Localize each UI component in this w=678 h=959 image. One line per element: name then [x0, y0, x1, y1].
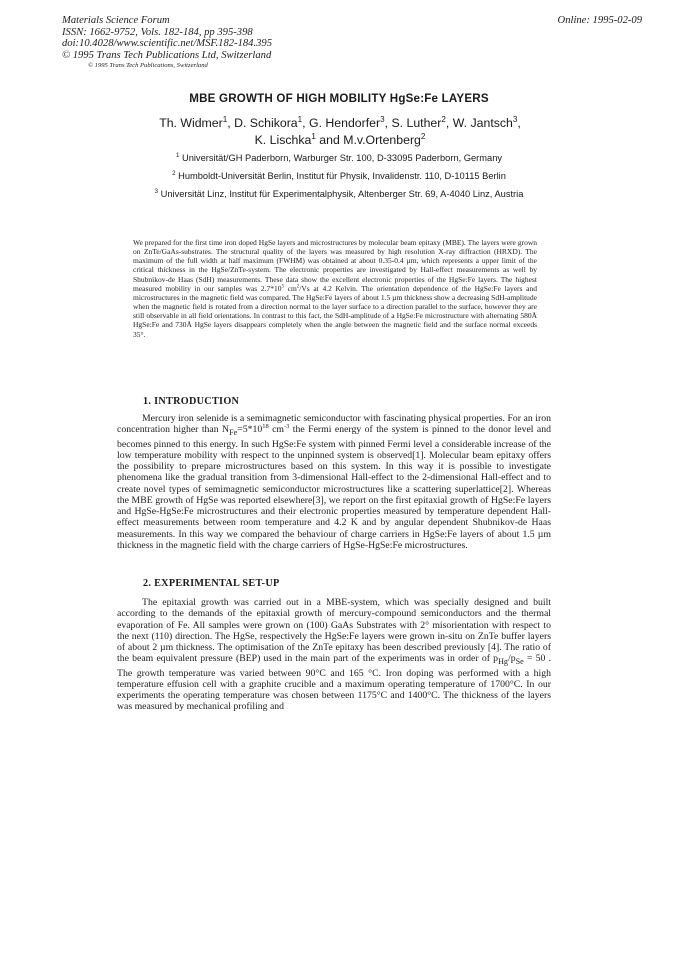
issn-line: ISSN: 1662-9752, Vols. 182-184, pp 395-398 [62, 26, 253, 38]
abstract-text: cm [283, 283, 297, 293]
abstract [133, 238, 537, 339]
body-sub: Hg [498, 657, 508, 667]
affiliation-1 [0, 153, 678, 163]
copyright-line: © 1995 Trans Tech Publications Ltd, Switzerland [62, 49, 272, 61]
introduction-paragraph [117, 413, 551, 551]
author-name: G. Hendorfer [309, 116, 381, 130]
body-text: =5*10 [237, 424, 263, 436]
experimental-paragraph [117, 597, 551, 713]
author-affiliation-sup: 2 [441, 114, 446, 124]
author-affiliation-sup: 3 [380, 114, 385, 124]
body-text: /p [507, 653, 516, 665]
online-date: Online: 1995-02-09 [557, 15, 642, 26]
body-text: the Fermi energy of the system is pinned to the donor level and becomes pinned to this energy. In such HgSe:Fe system with pinned Fermi level a considerable increase of the low temperature mobility with respect to the unpinned system is observed[1]. Molecular beam epitaxy offers the possibility to prepare microstructures based on this system. In this way it is possible to investigate phenomena like the gradual transition from 3-dimensional Hall-effect to the 2-dimensional Hall-effect and to create novel types of semimagnetic semiconductor microstructures like a scattering superlattice[2]. Whereas the MBE growth of HgSe was reported elsewhere[3], we report on the first epitaxial growth of HgSe:Fe layers and HgSe-HgSe:Fe microstructures and their electronic properties measured by temperature dependent Hall-effect measurements between room temperature and 4.2 K and by angular dependent Shubnikov-de Haas measurements. In this way we compared the behaviour of charge carriers in HgSe:Fe layers of about 1.5 µm thickness in the magnetic field with the charge carriers of HgSe-HgSe:Fe microstructures. [117, 424, 552, 552]
author-name: Th. Widmer [159, 116, 223, 130]
body-sup: 18 [262, 423, 269, 431]
publication-header [62, 15, 272, 71]
author-line-1 [95, 115, 585, 132]
body-text: Mercury iron selenide is a semimagnetic semiconductor with fascinating physical properties. For an iron concentration higher than N [117, 413, 551, 436]
section-heading-introduction: 1. INTRODUCTION [143, 396, 240, 407]
small-copyright-line: © 1995 Trans Tech Publications, Switzerland [88, 62, 208, 70]
body-text: The epitaxial growth was carried out in a MBE-system, which was specially designed and built according to the demands of the epitaxial growth of mercury-compound semiconductors and the thermal evaporation of Fe. All samples were grown on (100) GaAs Substrates with 2° misorientation with respect to the next (110) direction. The HgSe, respectively the HgSe:Fe layers were grown in-situ on ZnTe buffer layers of about 2 µm thickness. The optimisation of the ZnTe epitaxy has been described previously [4]. The ratio of the beam equivalent pressure (BEP) used in the main part of the experiments was in order of p [117, 597, 551, 665]
author-line-2 [95, 132, 585, 149]
affiliation-text: Universität Linz, Institut für Experimentalphysik, Altenberger Str. 69, A-4040 Linz, Austria [160, 189, 524, 199]
section-heading-experimental: 2. EXPERIMENTAL SET-UP [143, 578, 280, 589]
body-text: cm [268, 424, 285, 436]
abstract-text: We prepared for the first time iron doped HgSe layers and microstructures by molecular beam epitaxy (MBE). The layers were grown on ZnTe/GaAs-substrates. The structural quality of the layers was measured by high resolution X-ray diffraction (HRXD). The maximum of the full width at half maximum (FWHM) was obtained at about 0.35-0.4 µm, which represents a upper limit of the critical thickness in the HgSe/ZnTe-system. The electronic properties are investigated by Hall-effect measurements as well by Shubnikov-de Haas (SdH) measurements. These data show the excellent electronic properties of the HgSe:Fe layers. The highest measured mobility in our samples was 2.7*10 [133, 238, 537, 293]
author-name: K. Lischka [254, 133, 312, 147]
abstract-sup: 2 [296, 284, 300, 290]
author-separator: , [384, 116, 392, 130]
author-separator: , [227, 116, 235, 130]
author-name: W. Jantsch [452, 116, 513, 130]
author-name: D. Schikora [234, 116, 298, 130]
body-sub: Se [515, 657, 524, 667]
author-separator: , [302, 116, 310, 130]
paper-title: MBE GROWTH OF HIGH MOBILITY HgSe:Fe LAYERS [189, 92, 489, 105]
author-name: S. Luther [391, 116, 442, 130]
abstract-text: /Vs at 4.2 Kelvin. The orientation dependence of the HgSe:Fe layers and microstructures in the magnetic field was compared. The HgSe:Fe layers of about 1.5 µm thickness show a decreasing SdH-amplitude when the magnetic field is rotated from a direction normal to the layer surface to a direction parallel to the surface, however they are still observable in all field orientations. In contrast to this fact, the SdH-amplitude of a HgSe:Fe microstructure with alternating 580Å HgSe:Fe and 730Å HgSe layers disappears completely when the angle between the magnetic field and the surface normal exceeds 35°. [133, 283, 537, 339]
author-separator: and [315, 133, 344, 147]
affiliation-number: 3 [154, 187, 159, 195]
affiliation-3 [0, 189, 678, 199]
author-separator: , [445, 116, 453, 130]
affiliation-text: Humboldt-Universität Berlin, Institut für Physik, Invalidenstr. 110, D-10115 Berlin [178, 171, 506, 181]
author-affiliation-sup: 2 [420, 131, 426, 141]
affiliation-2 [0, 171, 678, 181]
author-affiliation-sup: 1 [222, 114, 228, 124]
journal-name: Materials Science Forum [62, 15, 170, 26]
author-name: M.v.Ortenberg [343, 133, 421, 147]
abstract-sup: 5 [281, 284, 284, 290]
affiliation-text: Universität/GH Paderborn, Warburger Str. 100, D-33095 Paderborn, Germany [181, 153, 503, 163]
affiliation-number: 1 [175, 151, 180, 159]
author-affiliation-sup: 1 [311, 131, 316, 141]
body-text: = 50 . The growth temperature was varied between 90°C and 165 °C. Iron doping was performed with a high temperature effusion cell with a graphite crucible and a maximum operating temperature of 1700°C. In our experiments the operating temperature was chosen between 1175°C and 1400°C. The thickness of the layers was measured by mechanical profiling and [117, 653, 552, 713]
affiliation-number: 2 [172, 169, 176, 177]
author-separator: , [517, 116, 521, 130]
author-list [95, 115, 585, 149]
body-sub: Fe [229, 428, 238, 438]
author-affiliation-sup: 3 [512, 114, 518, 124]
body-sup: -3 [284, 423, 290, 431]
doi-line: doi:10.4028/www.scientific.net/MSF.182-184.395 [62, 38, 272, 50]
author-affiliation-sup: 1 [297, 114, 303, 124]
